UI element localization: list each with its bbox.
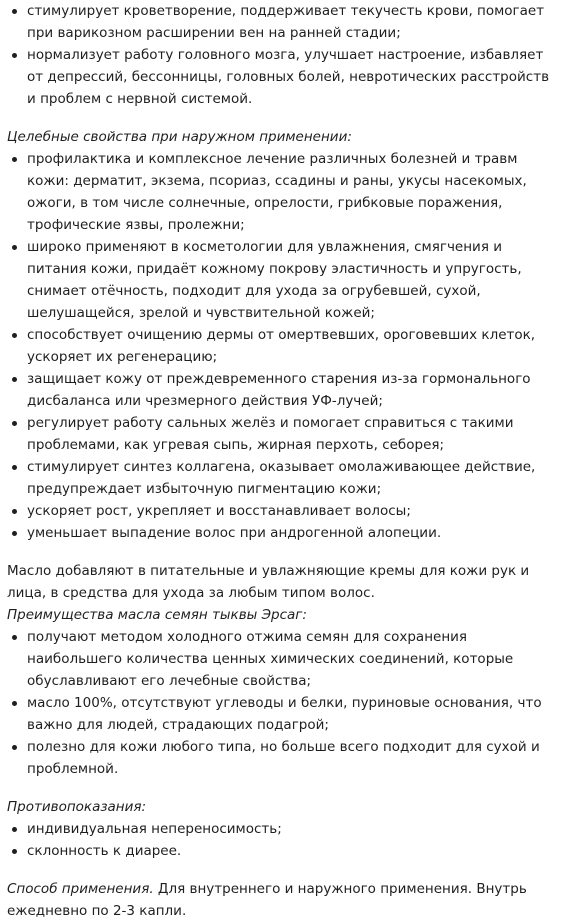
method-text: Для внутреннего и наружного применения. Внутрь ежедневно по 2-3 капли. — [7, 881, 527, 919]
list-item: склонность к диарее. — [7, 840, 561, 862]
list-item: нормализует работу головного мозга, улучшает настроение, избавляет от депрессий, бессонницы, головных болей, невротических расстройств и проблем с нервной системой. — [7, 44, 561, 110]
list-item: ускоряет рост, укрепляет и восстанавливает волосы; — [7, 500, 561, 522]
contraindications-list — [7, 818, 561, 862]
usage-paragraph: Масло добавляют в питательные и увлажняющие кремы для кожи рук и лица, в средства для ухода за любым типом волос. — [7, 563, 530, 601]
list-item: уменьшает выпадение волос при андрогенной алопеции. — [7, 522, 561, 544]
advantages-heading: Преимущества масла семян тыквы Эрсаг: — [7, 607, 307, 623]
list-item: масло 100%, отсутствуют углеводы и белки, пуриновые основания, что важно для людей, страдающих подагрой; — [7, 692, 561, 736]
external-use-heading: Целебные свойства при наружном применении: — [7, 129, 352, 145]
list-item: защищает кожу от преждевременного старения из-за гормонального дисбаланса или чрезмерного действия УФ-лучей; — [7, 368, 561, 412]
list-item: способствует очищению дермы от омертвевших, ороговевших клеток, ускоряет их регенерацию; — [7, 324, 561, 368]
list-item: получают методом холодного отжима семян для сохранения наибольшего количества ценных химических соединений, которые обуславливают его лечебные свойства; — [7, 626, 561, 692]
list-item: стимулирует кроветворение, поддерживает текучесть крови, помогает при варикозном расширении вен на ранней стадии; — [7, 0, 561, 44]
list-item: широко применяют в косметологии для увлажнения, смягчения и питания кожи, придаёт кожному покрову эластичность и упругость, снимает отёчность, подходит для ухода за огрубевшей, сухой, шелушащейся, зрелой и чувствительной кожей; — [7, 236, 561, 324]
contraindications-heading: Противопоказания: — [7, 799, 147, 815]
list-item: стимулирует синтез коллагена, оказывает омолаживающее действие, предупреждает избыточную пигментацию кожи; — [7, 456, 561, 500]
list-item: полезно для кожи любого типа, но больше всего подходит для сухой и проблемной. — [7, 736, 561, 780]
method-label: Способ применения. — [7, 881, 154, 897]
external-use-list — [7, 148, 561, 544]
list-item: индивидуальная непереносимость; — [7, 818, 561, 840]
method-paragraph — [7, 878, 561, 922]
list-item: профилактика и комплексное лечение различных болезней и травм кожи: дерматит, экзема, псориаз, ссадины и раны, укусы насекомых, ожоги, в том числе солнечные, опрелости, грибковые поражения, трофические язвы, пролежни; — [7, 148, 561, 236]
list-item: регулирует работу сальных желёз и помогает справиться с такими проблемами, как угревая сыпь, жирная перхоть, себорея; — [7, 412, 561, 456]
advantages-list — [7, 626, 561, 780]
benefits-internal-list — [7, 0, 561, 110]
